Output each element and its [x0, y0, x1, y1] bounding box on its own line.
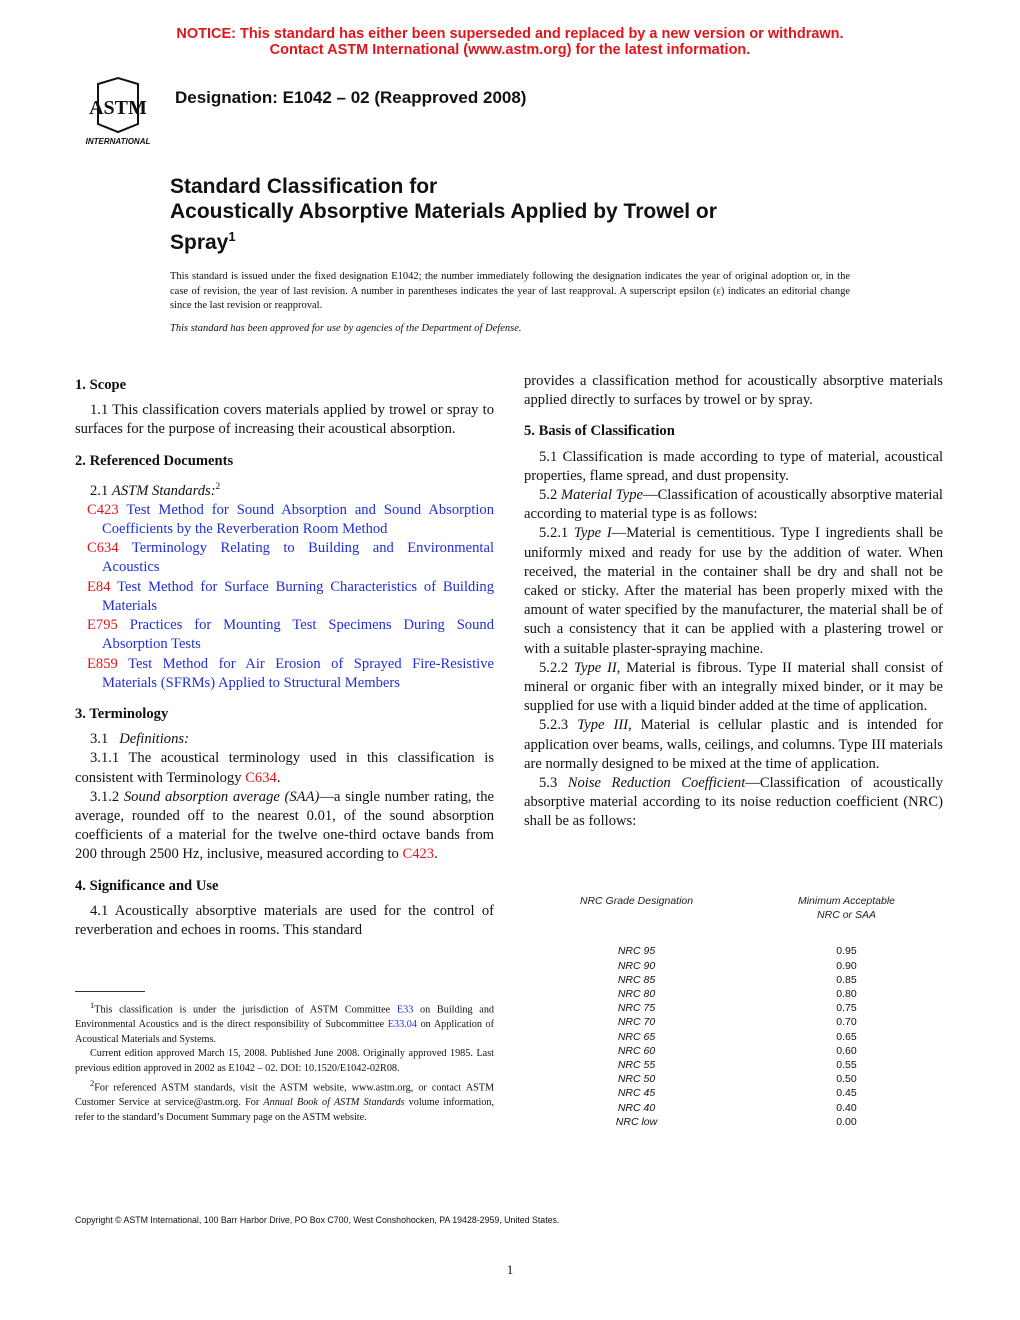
section-3-1-num: 3.1 [90, 731, 109, 748]
section-5-2-1-num: 5.2.1 [539, 525, 569, 542]
footnote-1-text-b: on Building and Environmental Acoustics and is the direct responsibility of Subcommittee [75, 1004, 495, 1030]
ref-code-link[interactable]: C423 [87, 501, 119, 518]
nrc-table-row [524, 1115, 944, 1129]
designation: Designation: E1042 – 02 (Reapproved 2008) [175, 88, 527, 107]
nrc-value-cell: 0.00 [836, 1115, 857, 1128]
nrc-table-row [524, 1101, 944, 1115]
nrc-grade-cell: NRC 60 [617, 1044, 656, 1057]
section-5-1: 5.1 Classification is made according to type of material, acoustical properties, flame spread, and dust propensity. [524, 448, 943, 484]
footnote-2-mark: 2 [90, 1078, 95, 1089]
footnote-2-text-a: For referenced ASTM standards, visit the ASTM website, www.astm.org, or contact ASTM Customer Service at service@astm.org. For [75, 1082, 494, 1109]
type-2-term: Type II [573, 659, 617, 676]
astm-standards-label: ASTM Standards: [111, 482, 216, 499]
ref-title-link[interactable]: Test Method for Sound Absorption and Sound Absorption Coefficients by the Reverberation Room Method [102, 501, 494, 538]
nrc-value-cell: 0.65 [836, 1030, 857, 1043]
section-5-2-1 [524, 524, 943, 658]
section-3-1-2: 3.1.2 Sound absorption average (SAA)—a single number rating, the average, rounded off to the nearest 0.01, of the sound absorption coefficients of a material for the twelve one-third octave bands from 200 through 2500 Hz, inclusive, measured according to C423. [75, 788, 494, 863]
section-1-heading: 1. Scope [75, 377, 127, 393]
intro-notes [170, 270, 850, 344]
ref-title-link[interactable]: Terminology Relating to Building and Environmental Acoustics [102, 540, 494, 576]
nrc-table-row [524, 1001, 944, 1015]
section-3-1-1-text: 3.1.1 The acoustical terminology used in this classification is consistent with Terminology [75, 750, 494, 786]
footnote-1-text-a: This classification is under the jurisdiction of ASTM Committee [94, 1004, 391, 1016]
nrc-value-cell: 0.45 [836, 1087, 857, 1100]
nrc-value-cell: 0.95 [836, 945, 857, 958]
reference-item [75, 578, 494, 616]
notice-line-1: NOTICE: This standard has either been superseded and replaced by a new version or withdrawn. [176, 26, 844, 42]
footnote-2-text-b: volume information, refer to the standard’s Document Summary page on the ASTM website. [75, 1097, 495, 1123]
definitions-label: Definitions: [119, 731, 189, 748]
nrc-grade-cell: NRC 45 [617, 1087, 656, 1100]
c634-link[interactable]: C634 [245, 769, 277, 786]
header-minimum-line-2: NRC or SAA [817, 909, 876, 922]
section-5-heading: 5. Basis of Classification [524, 423, 675, 440]
astm-logo [78, 76, 158, 148]
title-line-2: Acoustically Absorptive Materials Applied by Trowel or [170, 200, 717, 223]
logo-subtext: INTERNATIONAL [85, 137, 151, 146]
copyright: Copyright © ASTM International, 100 Barr Harbor Drive, PO Box C700, West Conshohocken, PA 19428-2959, United States. [75, 1215, 560, 1225]
section-3-1-2-num: 3.1.2 [90, 788, 120, 805]
section-3-heading: 3. Terminology [75, 705, 169, 722]
footnote-2-italic: Annual Book of ASTM Standards [263, 1097, 405, 1109]
notice-line-2: Contact ASTM International (www.astm.org) for the latest information. [269, 42, 751, 58]
title-footnote-mark: 1 [228, 229, 236, 244]
nrc-table-row [524, 1072, 944, 1086]
ref-title-link[interactable]: Test Method for Surface Burning Characteristics of Building Materials [102, 578, 494, 614]
header-minimum-line-1: Minimum Acceptable [797, 895, 896, 907]
nrc-table-row [524, 944, 944, 958]
nrc-value-cell: 0.60 [836, 1044, 857, 1057]
reference-item [75, 539, 494, 577]
nrc-grade-cell: NRC 50 [617, 1073, 656, 1086]
section-5-2-3 [524, 716, 943, 774]
ref-code-link[interactable]: E795 [87, 617, 118, 634]
section-4-heading: 4. Significance and Use [75, 877, 219, 894]
title-line-3: Spray [170, 231, 229, 254]
nrc-value-cell: 0.70 [836, 1016, 857, 1029]
header-minimum [749, 894, 944, 922]
footnote-2-mark: 2 [215, 480, 221, 491]
nrc-grade-cell: NRC 90 [617, 959, 656, 972]
ref-title-link[interactable]: Test Method for Air Erosion of Sprayed Fire-Resistive Materials (SFRMs) Applied to Structural Members [102, 655, 494, 691]
e33-04-link[interactable]: E33.04 [387, 1018, 417, 1030]
section-5-3 [524, 774, 943, 832]
section-5-2-2-text: , Material is fibrous. Type II material shall consist of mineral or organic fiber with an integrally mixed binder, or it may be supplied for use with a liquid binder added at the time of application. [524, 659, 943, 715]
nrc-table-row [524, 1030, 944, 1044]
nrc-table-row [524, 987, 944, 1001]
c423-link[interactable]: C423 [402, 846, 435, 863]
header-grade: NRC Grade Designation [579, 895, 694, 907]
footnotes [75, 998, 494, 1126]
logo-text: ASTM [89, 97, 147, 119]
section-5-2-num: 5.2 [539, 487, 558, 504]
right-column [524, 372, 943, 832]
nrc-term: Noise Reduction Coefficient [567, 775, 746, 792]
nrc-table-row [524, 1058, 944, 1072]
title-line-1: Standard Classification for [170, 175, 438, 198]
nrc-grade-cell: NRC 95 [617, 945, 656, 958]
nrc-value-cell: 0.75 [836, 1002, 857, 1015]
document-title [170, 174, 870, 255]
dod-approval-note: This standard has been approved for use by agencies of the Department of Defense. [170, 322, 522, 334]
saa-definition: —a single number rating, the average, rounded off to the nearest 0.01, of the sound absorption coefficients of a material for the twelve one-third octave bands from 200 through 2500 Hz, inclusive, measured according to [75, 788, 494, 863]
nrc-value-cell: 0.50 [836, 1073, 857, 1086]
ref-code-link[interactable]: E859 [87, 655, 118, 672]
nrc-value-cell: 0.90 [836, 959, 857, 972]
section-1-1: 1.1 This classification covers materials applied by trowel or spray to surfaces for the purpose of increasing their acoustical absorption. [75, 402, 494, 438]
reference-item [75, 501, 494, 539]
nrc-grade-cell: NRC 75 [617, 1002, 656, 1015]
nrc-value-cell: 0.55 [836, 1059, 857, 1072]
section-2-1-num: 2.1 [90, 482, 109, 499]
nrc-grade-cell: NRC 55 [617, 1059, 656, 1072]
type-3-term: Type III [577, 717, 629, 734]
section-5-2-1-text: —Material is cementitious. Type I ingredients shall be uniformly mixed and ready for use by the addition of water. When received, the material in the container shall be dry and shall not be caked or sticky. After the material has been properly mixed with the amount of water specified by the manufacturer, the material shall be of such a consistency that it can be applied with a plastering trowel or with a suitable plaster-spraying machine. [524, 525, 944, 657]
section-5-2-text: —Classification of acoustically absorptive material according to material type is as follows: [524, 487, 943, 523]
section-5-2-3-num: 5.2.3 [539, 717, 569, 734]
nrc-table-header [524, 894, 944, 922]
nrc-table-row [524, 973, 944, 987]
ref-code-link[interactable]: C634 [87, 540, 119, 557]
nrc-table-row [524, 1044, 944, 1058]
section-5-2 [524, 486, 943, 524]
nrc-grade-cell: NRC 85 [617, 973, 656, 986]
reference-item [75, 616, 494, 654]
footnote-1-text-c: on Application of Acoustical Materials and Systems. [75, 1018, 495, 1045]
section-5-2-3-text: , Material is cellular plastic and is intended for application over beams, walls, ceilings, and columns. Type III materials are normally designed to be mixed at the time of application. [524, 717, 943, 772]
section-5-2-2-num: 5.2.2 [539, 659, 569, 676]
notice-banner [0, 26, 1020, 58]
nrc-table-row [524, 1015, 944, 1029]
nrc-grade-cell: NRC 65 [617, 1030, 656, 1043]
nrc-grade-cell: NRC 70 [617, 1016, 656, 1029]
ref-code-link[interactable]: E84 [87, 578, 111, 595]
page-number: 1 [506, 1262, 514, 1277]
type-1-term: Type I [573, 525, 612, 542]
nrc-grade-cell: NRC low [615, 1115, 658, 1128]
footnote-divider [75, 991, 145, 992]
nrc-value-cell: 0.80 [836, 988, 857, 1001]
nrc-grade-cell: NRC 80 [617, 988, 656, 1001]
section-3-1-1: 3.1.1 The acoustical terminology used in this classification is consistent with Terminology C634. [75, 750, 494, 786]
nrc-table-row [524, 959, 944, 973]
e33-link[interactable]: E33 [396, 1004, 414, 1016]
left-column [75, 364, 494, 940]
nrc-value-cell: 0.85 [836, 973, 857, 986]
nrc-table-body [524, 944, 944, 1129]
section-4-1-continued: provides a classification method for acoustically absorptive materials applied directly to surfaces by trowel or by spray. [524, 373, 943, 409]
material-type-term: Material Type [560, 487, 643, 504]
ref-title-link[interactable]: Practices for Mounting Test Specimens During Sound Absorption Tests [102, 617, 494, 653]
footnote-1-mark: 1 [90, 1000, 95, 1010]
section-5-3-text: —Classification of acoustically absorptive material according to its noise reduction coefficient (NRC) shall be as follows: [524, 775, 943, 830]
reference-item [75, 655, 494, 693]
nrc-grade-cell: NRC 40 [617, 1101, 656, 1114]
section-2-heading: 2. Referenced Documents [75, 452, 234, 469]
nrc-table-row [524, 1086, 944, 1100]
intro-paragraph: This standard is issued under the fixed designation E1042; the number immediately following the designation indicates the year of original adoption or, in the case of revision, the year of last revision. A number in parentheses indicates the year of last reapproval. A superscript epsilon (ε) indicates an editorial change since the last revision or reapproval. [170, 271, 850, 312]
section-4-1: 4.1 Acoustically absorptive materials are used for the control of reverberation and echoes in rooms. This standard [75, 902, 494, 938]
nrc-value-cell: 0.40 [836, 1101, 857, 1114]
saa-term: Sound absorption average (SAA) [123, 788, 320, 805]
footnote-1-edition: Current edition approved March 15, 2008. Published June 2008. Originally approved 1985. Last previous edition approved in 2002 as E1042 – 02. DOI: 10.1520/E1042-02R08. [75, 1048, 494, 1074]
section-5-3-num: 5.3 [539, 775, 558, 792]
section-5-2-2 [524, 659, 943, 717]
nrc-table [524, 894, 944, 1129]
